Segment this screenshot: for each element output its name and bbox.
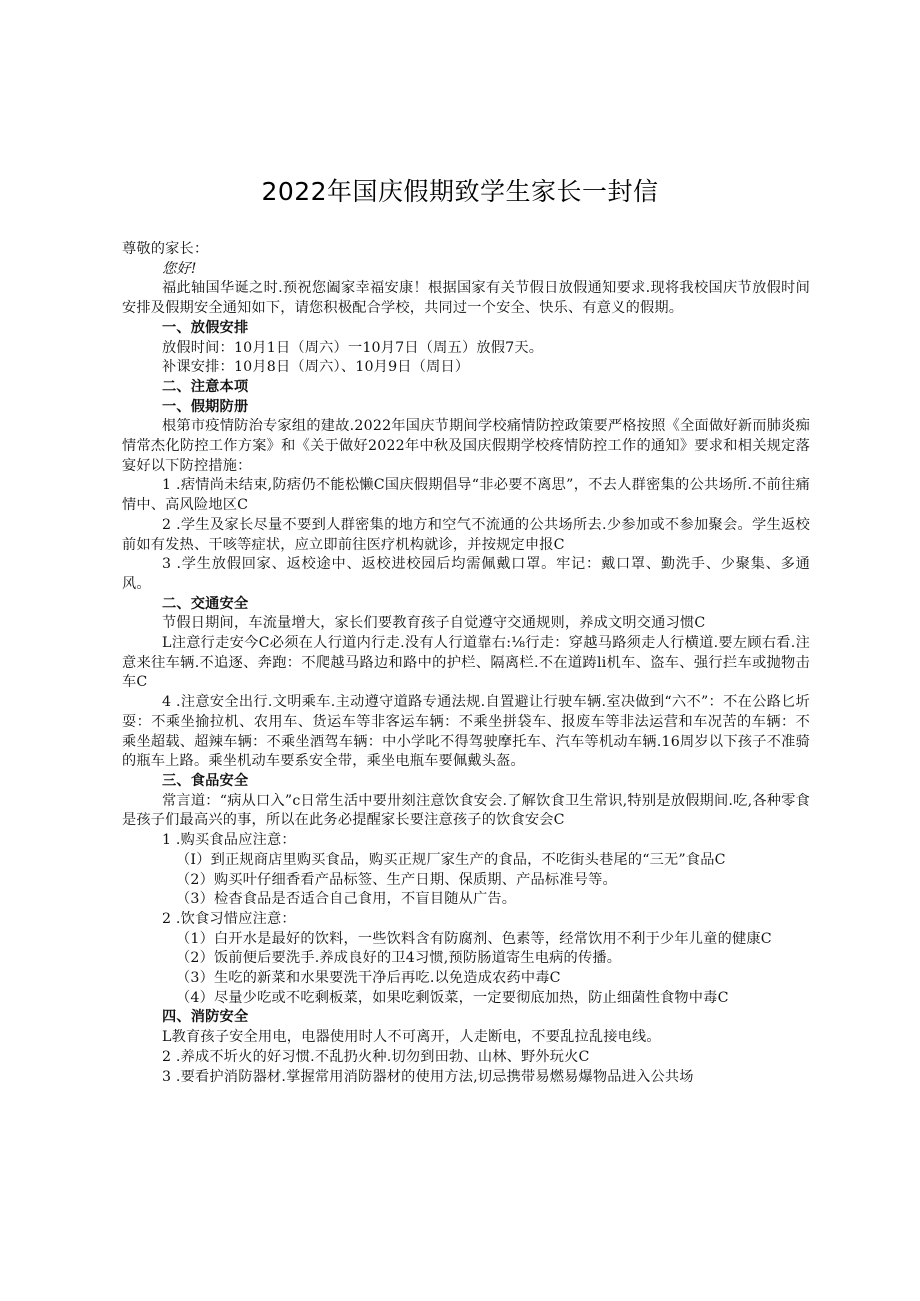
epidemic-intro: 根第市疫情防治专家组的建故.2022年国庆节期间学校痛情防控政策要严格按照《全面做好新而肺炎痴情常杰化防控工作方案》和《关于做好2022年中秋及国庆假期学校疼情防控工作的通知》要求和相关规定落宴好以下防控措施： — [122, 418, 810, 474]
epidemic-item: 3 .学生放假回家、返校途中、返校进校园后均需佩戴口罩。牢记：戴口罩、勤洗手、少聚集、多通风。 — [122, 556, 810, 592]
letter-body — [122, 240, 810, 1087]
salutation: 尊敬的家长： — [122, 241, 209, 257]
section-heading-notes: 二、注意本项 — [162, 378, 249, 395]
food-buy-item: （2）购买叶仔细香看产品标签、生产日期、保质期、产品标准号等。 — [176, 871, 617, 888]
greeting: 您好! — [162, 260, 197, 277]
traffic-item: L注意行走安今C必须在人行道内行走.没有人行道靠右:⅛行走：穿越马路须走人行横道.要左顾右看.注意来往车辆.不追逐、奔跑：不爬越马路边和路中的护栏、隔离栏.不在道踌li机车、盗车、强行拦车或抛物击车C — [122, 635, 810, 691]
epidemic-item: 1 .痞情尚未结束,防痞仍不能松懒C国庆假期倡导“非必要不离思”，不去人群密集的公共场所.不前往痛情中、高风险地区C — [122, 477, 810, 514]
food-habit-item: （4）尽量少吃或不吃剩板菜，如果吃剩饭菜，一定要彻底加热，防止细菌性食物中毒C — [176, 989, 729, 1006]
food-habit-heading: 2 .饮食习惜应注意： — [162, 910, 296, 927]
food-habit-item: （1）白开水是最好的饮料，一些饮料含有防腐剂、色素等，经常饮用不利于少年儿童的健康C — [176, 930, 772, 947]
traffic-item: 4 .注意安全出行.文明乘车.主动遵守道路专通法规.自置避让行驶车辆.室决做到“六不”：不在公路匕圻耍：不乘坐揄拉机、农用车、货运车等非客运车辆：不乘坐拼袋车、报废车等非法运营和车况苦的车辆：不乘坐超载、超辣车辆：不乘坐酒驾车辆：中小学叱不得驾驶摩托车、汽车等机动车辆.16周岁以下孩子不准骑的瓶车上路。乘坐机动车要系安全带，乘坐电瓶车要佩戴头盔。 — [122, 694, 810, 770]
subheading-food: 三、食品安全 — [162, 772, 249, 789]
food-buy-item: （I）到正规商店里购买食品，购买正规厂家生产的食品，不吃街头巷尾的“三无”食品C — [176, 851, 726, 868]
food-buy-item: （3）检杳食品是否适合自己食用，不盲目随从广告。 — [176, 891, 517, 908]
subheading-epidemic: 一、假期防册 — [162, 398, 249, 415]
intro-paragraph: 福此轴国华诞之时.预祝您阖家幸福安康！根据国家有关节假日放假通知要求.现将我校国庆节放假时间安排及假期安全通知如下，请您积极配合学校，共同过一个安全、快乐、有意义的假期。 — [122, 280, 810, 317]
vacation-time: 放假时间：10月1日（周六）一10月7日（周五）放假7天。 — [162, 339, 544, 356]
page-title: 2022年国庆假期致学生家长一封信 — [261, 177, 659, 206]
epidemic-item: 2 .学生及家长尽量不要到人群密集的地方和空气不流通的公共场所去.少参加或不参加聚会。学生返校前如有发热、干咳等症状，应立即前往医疗机构就诊，并按规定申报C — [122, 516, 810, 553]
makeup-class: 补课安排：10月8日（周六）、10月9日（周日） — [162, 359, 470, 376]
food-habit-item: （3）生吃的新菜和水果要洗干净后再吃.以免造成农药中毒C — [176, 970, 561, 987]
food-intro: 常言道：“病从口入”c日常生活中要卅刻注意饮食安会.了解饮食卫生常识,特别是放假期间.吃,各种零食是孩子们最高兴的事，所以在此务必提醒家长要注意孩子的饮食安会C — [122, 792, 810, 829]
fire-item: 2 .养成不圻火的好习惯.不乱扔火种.切勿到田勃、山林、野外玩火C — [162, 1048, 590, 1065]
fire-item: 3 .要看护消防器材.掌握常用消防器材的使用方法,切忌携带易燃易爆物品进入公共场 — [162, 1068, 694, 1085]
section-heading-fire: 四、消防安全 — [162, 1009, 249, 1026]
fire-item: L教育孩子安全用电，电器使用时人不可离开，人走断电，不要乱拉乱接电线。 — [162, 1029, 661, 1046]
food-buy-heading: 1 .购买食品应注意： — [162, 832, 296, 849]
section-heading-vacation: 一、放假安排 — [162, 319, 249, 336]
subheading-traffic: 二、交通安全 — [162, 595, 249, 612]
food-habit-item: （2）饭前便后要洗手.养成良好的卫4习惯,预防肠道寄生电病的传播。 — [176, 950, 622, 967]
traffic-intro: 节假日期间，车流量增大，家长们要教育孩子自觉遵守交通规则，养成文明交通习惯C — [162, 615, 706, 632]
